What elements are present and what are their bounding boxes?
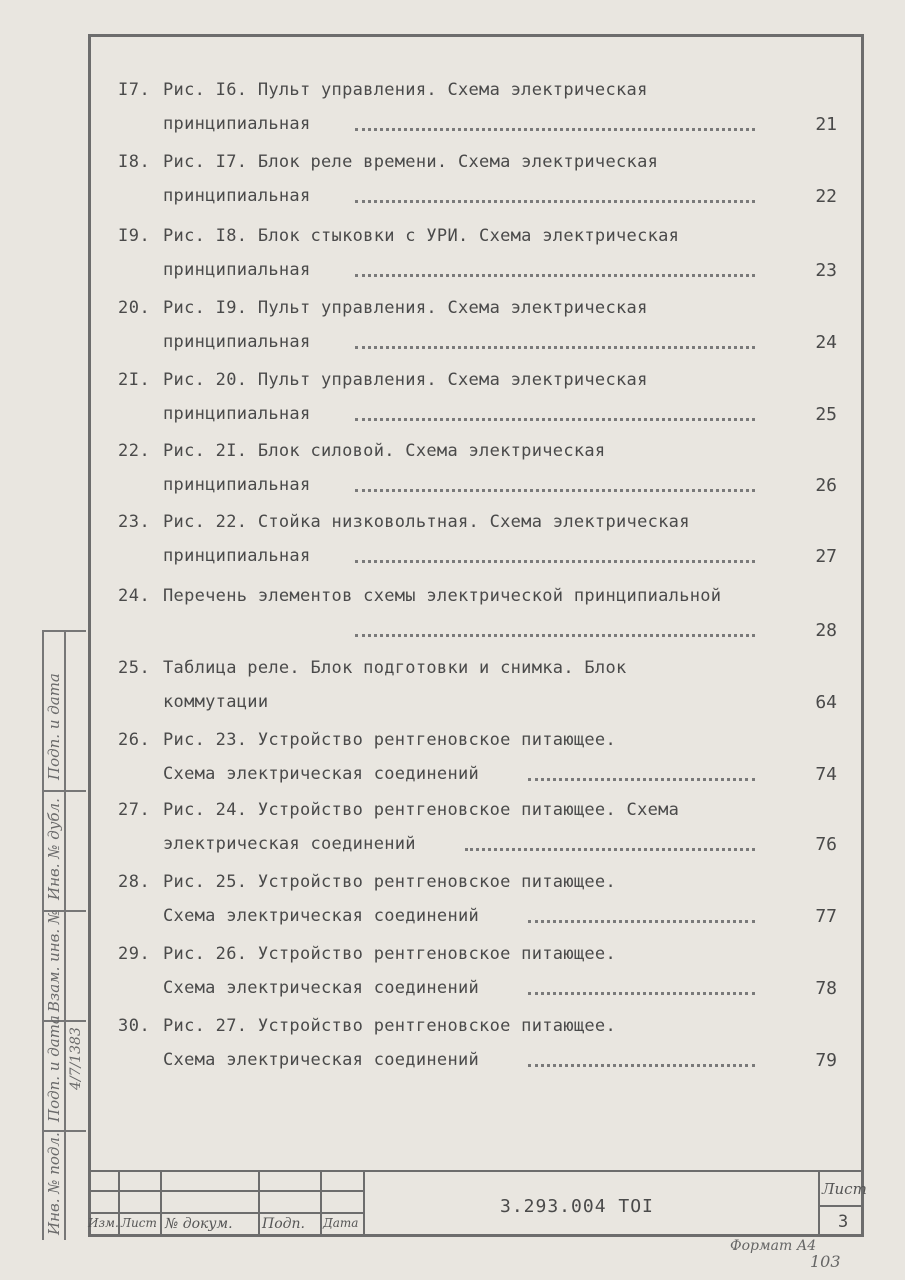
- entry-number: 22.: [118, 441, 151, 461]
- entry-title-continued: принципиальная: [163, 260, 311, 280]
- entry-page-number: 22: [815, 186, 837, 207]
- title-block-col-line: [258, 1170, 260, 1236]
- title-block-row-line: [88, 1190, 364, 1192]
- leader-dots: [355, 118, 755, 131]
- entry-page-number: 25: [815, 404, 837, 425]
- strip-line: [42, 630, 44, 1240]
- title-block-col-line: [320, 1170, 322, 1236]
- toc-entry: [0, 370, 905, 442]
- title-block-col-line: [363, 1170, 365, 1236]
- entry-title: Рис. I9. Пульт управления. Схема электрическая: [163, 298, 648, 318]
- entry-number: I8.: [118, 152, 151, 172]
- toc-entry: [0, 658, 905, 730]
- strip-line: [42, 790, 86, 792]
- toc-entry: [0, 441, 905, 513]
- entry-title: Таблица реле. Блок подготовки и снимка. Блок: [163, 658, 627, 678]
- toc-entry: [0, 226, 905, 298]
- entry-number: 23.: [118, 512, 151, 532]
- leader-dots: [528, 910, 755, 923]
- col-izm-label: Изм.: [88, 1216, 119, 1230]
- entry-title: Перечень элементов схемы электрической принципиальной: [163, 586, 722, 606]
- toc-entry: [0, 944, 905, 1016]
- side-stamp: [42, 630, 86, 1240]
- inv-podl-label: Инв. № подл.: [45, 1132, 63, 1235]
- inv-dubl-label: Инв. № дубл.: [45, 798, 63, 900]
- leader-dots: [528, 982, 755, 995]
- entry-title-continued: принципиальная: [163, 114, 311, 134]
- entry-page-number: 28: [815, 620, 837, 641]
- entry-number: 27.: [118, 800, 151, 820]
- entry-title: Рис. 24. Устройство рентгеновское питающее. Схема: [163, 800, 680, 820]
- leader-dots: [465, 838, 755, 851]
- entry-title: Рис. 20. Пульт управления. Схема электрическая: [163, 370, 648, 390]
- entry-page-number: 26: [815, 475, 837, 496]
- entry-page-number: 21: [815, 114, 837, 135]
- col-list-label: Лист: [121, 1216, 157, 1230]
- entry-title-continued: принципиальная: [163, 546, 311, 566]
- sheet-label: Лист: [822, 1180, 867, 1198]
- entry-title-continued: принципиальная: [163, 475, 311, 495]
- entry-number: 30.: [118, 1016, 151, 1036]
- entry-title: Рис. 2I. Блок силовой. Схема электрическая: [163, 441, 606, 461]
- col-date-label: Дата: [323, 1216, 359, 1230]
- leader-dots: [355, 336, 755, 349]
- entry-title: Рис. I6. Пульт управления. Схема электрическая: [163, 80, 648, 100]
- toc-entry: [0, 730, 905, 802]
- format-label: Формат А4: [730, 1238, 817, 1254]
- sheet-number: 3: [838, 1212, 849, 1232]
- entry-page-number: 23: [815, 260, 837, 281]
- leader-dots: [355, 624, 755, 637]
- entry-page-number: 27: [815, 546, 837, 567]
- strip-line: [64, 630, 66, 1240]
- leader-dots: [355, 264, 755, 277]
- entry-number: 28.: [118, 872, 151, 892]
- toc-entry: [0, 512, 905, 584]
- podp-data-bottom-label: Подп. и дата: [45, 1015, 63, 1122]
- podp-data-top-label: Подп. и дата: [45, 673, 63, 780]
- entry-page-number: 78: [815, 978, 837, 999]
- entry-number: 29.: [118, 944, 151, 964]
- leader-dots: [355, 550, 755, 563]
- entry-title: Рис. I8. Блок стыковки с УРИ. Схема электрическая: [163, 226, 680, 246]
- entry-number: 20.: [118, 298, 151, 318]
- toc-entry: [0, 872, 905, 944]
- toc-entry: [0, 298, 905, 370]
- toc-entry: [0, 800, 905, 872]
- entry-number: 2I.: [118, 370, 151, 390]
- title-block-row-line: [88, 1212, 364, 1214]
- entry-title: Рис. 26. Устройство рентгеновское питающее.: [163, 944, 616, 964]
- toc-entry: [0, 152, 905, 224]
- vzam-inv-label: Взам. инв. №: [45, 909, 63, 1012]
- entry-page-number: 24: [815, 332, 837, 353]
- entry-title-continued: принципиальная: [163, 186, 311, 206]
- entry-title-continued: Схема электрическая соединений: [163, 906, 480, 926]
- toc-entry: [0, 1016, 905, 1088]
- entry-number: I9.: [118, 226, 151, 246]
- title-block-col-line: [160, 1170, 162, 1236]
- entry-title-continued: принципиальная: [163, 332, 311, 352]
- entry-page-number: 79: [815, 1050, 837, 1071]
- leader-dots: [355, 408, 755, 421]
- col-sign-label: Подп.: [262, 1216, 305, 1232]
- leader-dots: [355, 479, 755, 492]
- leader-dots: [528, 1054, 755, 1067]
- entry-page-number: 76: [815, 834, 837, 855]
- entry-page-number: 64: [815, 692, 837, 713]
- entry-page-number: 74: [815, 764, 837, 785]
- entry-title: Рис. 25. Устройство рентгеновское питающее.: [163, 872, 616, 892]
- leader-dots: [528, 768, 755, 781]
- entry-number: 24.: [118, 586, 151, 606]
- toc-entry: [0, 586, 905, 658]
- entry-title: Рис. 23. Устройство рентгеновское питающее.: [163, 730, 616, 750]
- entry-page-number: 77: [815, 906, 837, 927]
- title-block-col-line: [818, 1170, 820, 1236]
- entry-number: 26.: [118, 730, 151, 750]
- entry-title-continued: Схема электрическая соединений: [163, 1050, 480, 1070]
- leader-dots: [355, 190, 755, 203]
- entry-title-continued: электрическая соединений: [163, 834, 416, 854]
- inv-handwritten-number: 4/7/1383: [68, 1027, 84, 1090]
- entry-number: I7.: [118, 80, 151, 100]
- document-number: 3.293.004 ТОI: [500, 1196, 654, 1217]
- sheet-cell-line: [818, 1205, 864, 1207]
- toc-entry: [0, 80, 905, 152]
- entry-title: Рис. 27. Устройство рентгеновское питающее.: [163, 1016, 616, 1036]
- entry-title-continued: Схема электрическая соединений: [163, 978, 480, 998]
- entry-title-continued: принципиальная: [163, 404, 311, 424]
- entry-title-continued: Схема электрическая соединений: [163, 764, 480, 784]
- entry-number: 25.: [118, 658, 151, 678]
- entry-title: Рис. 22. Стойка низковольтная. Схема электрическая: [163, 512, 690, 532]
- strip-line: [42, 630, 86, 632]
- handwritten-page-number: 103: [810, 1252, 841, 1271]
- title-block-top-line: [88, 1170, 864, 1172]
- entry-title: Рис. I7. Блок реле времени. Схема электрическая: [163, 152, 659, 172]
- entry-title-continued: коммутации: [163, 692, 269, 712]
- col-doc-label: № докум.: [165, 1216, 233, 1232]
